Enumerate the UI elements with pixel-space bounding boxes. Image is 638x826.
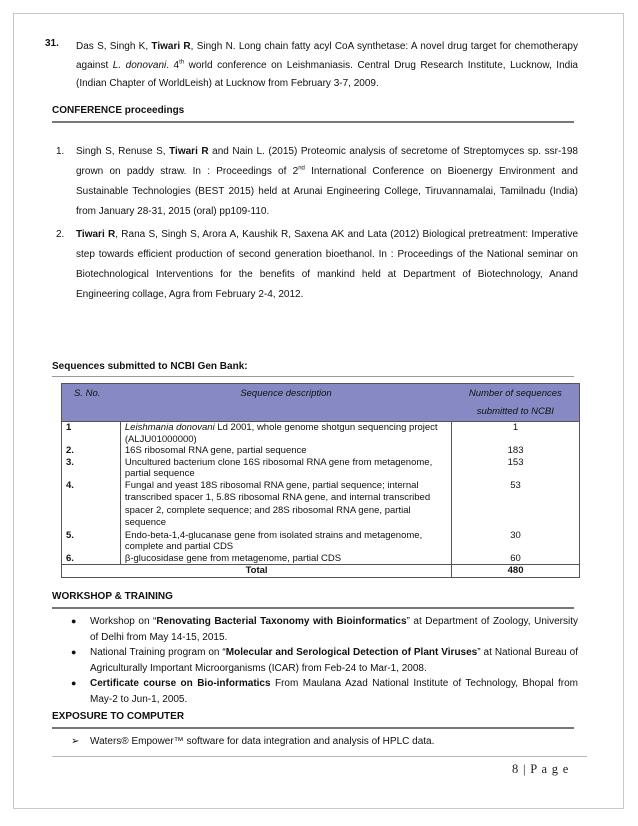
cell-count: 183 bbox=[452, 445, 580, 457]
cell-desc: Endo-beta-1,4-glucanase gene from isolated strains and metagenome, complete and partial CDS bbox=[120, 530, 451, 553]
table-row bbox=[62, 445, 580, 457]
workshop-heading: WORKSHOP & TRAINING bbox=[52, 591, 173, 602]
footer-rule bbox=[52, 756, 587, 757]
list-item bbox=[52, 734, 578, 750]
reference-31 bbox=[45, 38, 578, 94]
computer-heading: EXPOSURE TO COMPUTER bbox=[52, 711, 185, 722]
cell-count: 153 bbox=[452, 457, 580, 480]
cell-desc bbox=[120, 422, 451, 446]
table-total-row bbox=[62, 565, 580, 578]
sequences-table bbox=[61, 383, 580, 578]
conference-rule bbox=[52, 121, 574, 123]
list-item bbox=[52, 676, 578, 707]
item-post: ” at Department of Zoology, University of Delhi from May 14-15, 2015. bbox=[90, 616, 578, 643]
table-row bbox=[62, 553, 580, 565]
cell-desc-italic: Leishmania donovani bbox=[124, 422, 215, 433]
page-footer bbox=[512, 762, 569, 777]
table-row bbox=[62, 530, 580, 553]
item-post: ” at National Bureau of Agriculturally Important Microorganisms (ICAR) from Feb-24 to Mar-1, 2008. bbox=[90, 647, 579, 674]
conference-list bbox=[52, 142, 578, 305]
item-post: From Maulana Azad National Institute of Technology, Bhopal from May-2 to Jun-1, 2005. bbox=[90, 678, 579, 705]
total-label: Total bbox=[62, 565, 452, 578]
item-bold: Renovating Bacterial Taxonomy with Bioinformatics bbox=[156, 616, 407, 627]
col-desc: Sequence description bbox=[120, 384, 451, 422]
arrow-bullet-icon: ➢ bbox=[71, 736, 80, 747]
item-author-bold: Tiwari R bbox=[76, 229, 116, 240]
bullet-icon: ● bbox=[71, 678, 77, 688]
cell-count: 60 bbox=[452, 553, 580, 565]
table-row bbox=[62, 422, 580, 446]
cell-desc: β-glucosidase gene from metagenome, partial CDS bbox=[120, 553, 451, 565]
ref-species: L. donovani bbox=[112, 59, 167, 71]
cell-count: 30 bbox=[452, 530, 580, 553]
cell-count: 53 bbox=[452, 480, 580, 530]
item-author-bold: Tiwari R bbox=[169, 146, 209, 157]
cell-sno: 3. bbox=[62, 457, 121, 480]
cell-count: 1 bbox=[452, 422, 580, 446]
reference-number: 31. bbox=[45, 38, 59, 49]
table-row bbox=[62, 457, 580, 480]
bullet-icon: ● bbox=[71, 616, 77, 626]
computer-list bbox=[52, 734, 578, 750]
cell-sno: 4. bbox=[62, 480, 121, 530]
item-number: 2. bbox=[56, 229, 65, 240]
cell-sno: 5. bbox=[62, 530, 121, 553]
col-count: Number of sequences submitted to NCBI bbox=[452, 384, 580, 422]
item-sup: nd bbox=[298, 165, 305, 172]
col-sno: S. No. bbox=[62, 384, 121, 422]
conference-heading: CONFERENCE proceedings bbox=[52, 105, 185, 116]
ref-sup: th bbox=[179, 59, 185, 66]
cell-sno: 6. bbox=[62, 553, 121, 565]
item-text: , Rana S, Singh S, Arora A, Kaushik R, Saxena AK and Lata (2012) Biological pretreatment: Imperative step towards efficient production of second generation bioethanol. In : Proceedings of the National seminar on Biotechnological Interventions for the benefits of mankind held at Department of Biotechnology, Anand Engineering collage, Agra from February 2-4, 2012. bbox=[76, 229, 579, 300]
cell-desc: Fungal and yeast 18S ribosomal RNA gene, partial sequence; internal transcribed spacer 1, 5.8S ribosomal RNA gene, and internal transcribed spacer 2, complete sequence; and 28S ribosomal RNA gene, partial sequence bbox=[120, 480, 451, 530]
item-bold: Certificate course on Bio-informatics bbox=[90, 678, 271, 689]
sequences-rule bbox=[52, 376, 574, 377]
cell-desc: 16S ribosomal RNA gene, partial sequence bbox=[120, 445, 451, 457]
page-number: 8 bbox=[512, 762, 520, 776]
ref-author-bold: Tiwari R bbox=[151, 41, 191, 52]
item-text: Waters® Empower™ software for data integration and analysis of HPLC data. bbox=[90, 736, 435, 747]
ref-rest: world conference on Leishmaniasis. Central Drug Research Institute, Lucknow, India (Indian Chapter of WorldLeish) at Lucknow from February 3-7, 2009. bbox=[76, 59, 578, 89]
item-pre: Workshop on “ bbox=[90, 616, 157, 627]
cell-desc-text: Ld 2001, whole genome shotgun sequencing project (ALJU01000000) bbox=[124, 422, 438, 445]
computer-rule bbox=[52, 727, 574, 729]
cell-sno: 1 bbox=[62, 422, 121, 446]
item-authors-pre: Singh S, Renuse S, bbox=[76, 146, 170, 157]
item-text-post: International Conference on Bioenergy Environment and Sustainable Technologies (BEST 2015) held at Arunai Engineering College, Tiruvannamalai, Tamilnadu (India) from January 28-31, 2015 (oral) pp109-110. bbox=[76, 166, 578, 217]
list-item bbox=[52, 645, 578, 676]
conference-item bbox=[52, 225, 578, 305]
bullet-icon: ● bbox=[71, 647, 77, 657]
workshop-rule bbox=[52, 607, 574, 609]
ref-post-species: . 4 bbox=[166, 59, 180, 71]
item-text: and Nain L. (2015) Proteomic analysis of secretome of Streptomyces sp. ssr-198 grown on paddy straw. In : Proceedings of 2 bbox=[76, 146, 578, 177]
table-row bbox=[62, 480, 580, 530]
ref-authors-post: , Singh N. Long chain fatty acyl CoA synthetase: A novel drug target for chemotherapy against bbox=[76, 41, 578, 71]
cell-desc: Uncultured bacterium clone 16S ribosomal RNA gene from metagenome, partial sequence bbox=[120, 457, 451, 480]
conference-item bbox=[52, 142, 578, 222]
sequences-heading: Sequences submitted to NCBI Gen Bank: bbox=[52, 361, 248, 372]
item-pre: National Training program on “ bbox=[90, 647, 226, 658]
page-label: P a g e bbox=[530, 762, 570, 776]
footer-separator: | bbox=[523, 762, 527, 776]
item-bold: Molecular and Serological Detection of Plant Viruses bbox=[225, 647, 478, 658]
table-header-row bbox=[62, 384, 580, 422]
workshop-list bbox=[52, 614, 578, 707]
ref-authors-pre: Das S, Singh K, bbox=[76, 41, 152, 52]
total-value: 480 bbox=[452, 565, 580, 578]
list-item bbox=[52, 614, 578, 645]
cell-sno: 2. bbox=[62, 445, 121, 457]
item-number: 1. bbox=[56, 146, 65, 157]
